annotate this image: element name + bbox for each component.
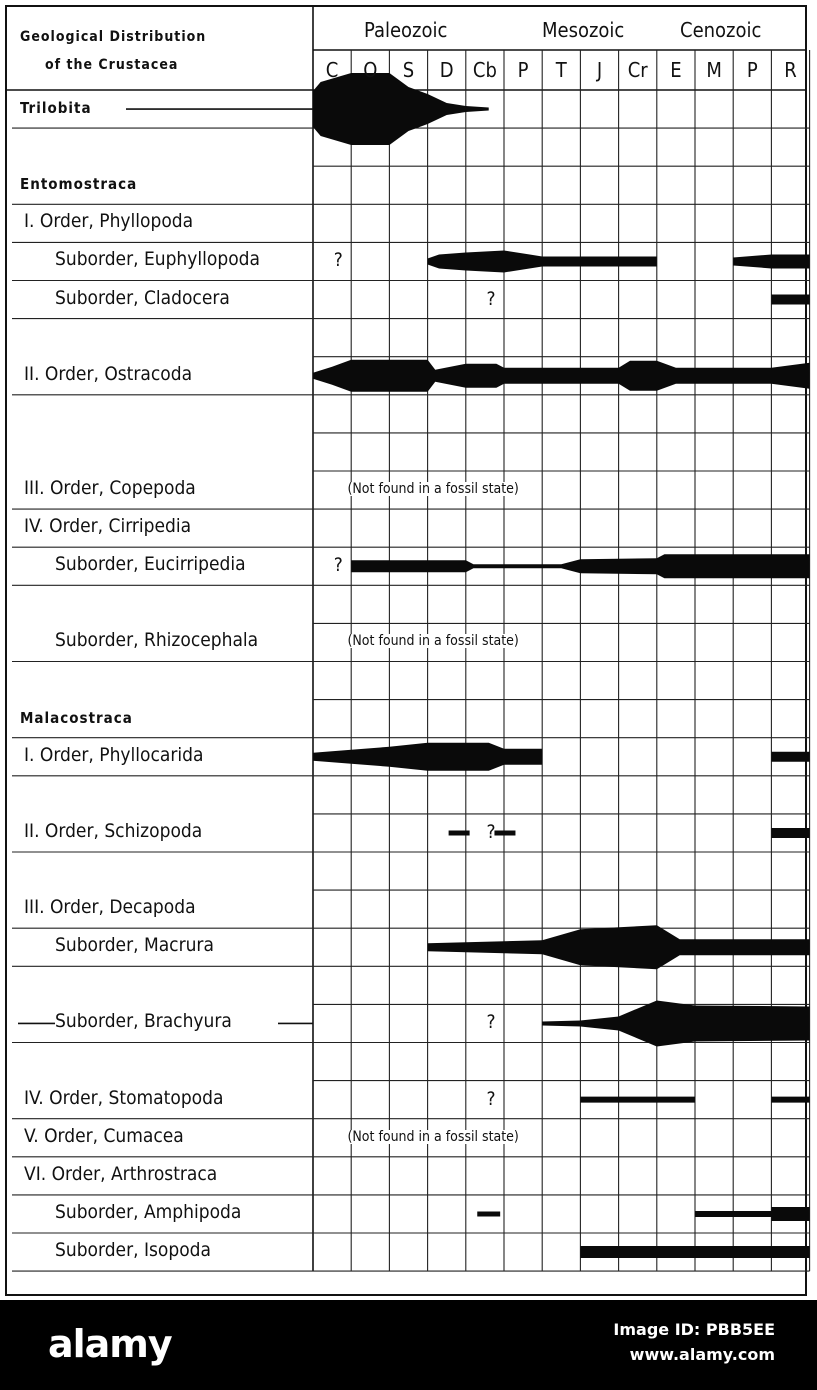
question-mark: ? <box>486 287 496 310</box>
row-label: Entomostraca <box>20 175 138 194</box>
row-label: Suborder, Rhizocephala <box>55 629 259 652</box>
period-label: P <box>517 58 529 82</box>
row-label: IV. Order, Stomatopoda <box>24 1086 224 1109</box>
period-label: Cr <box>627 58 648 82</box>
row-label: Trilobita <box>20 99 92 118</box>
row-label: Suborder, Isopoda <box>55 1239 211 1262</box>
range-bar <box>771 295 809 305</box>
range-bar <box>771 752 809 762</box>
footer-url: www.alamy.com <box>629 1345 775 1364</box>
row-label: Malacostraca <box>20 708 133 727</box>
row-label: V. Order, Cumacea <box>24 1124 184 1147</box>
row-label: VI. Order, Arthrostraca <box>24 1162 218 1185</box>
range-bar <box>542 1000 809 1046</box>
period-label: T <box>555 58 567 82</box>
era-cenozoic: Cenozoic <box>680 18 762 42</box>
range-bar <box>313 73 489 145</box>
period-label: D <box>439 58 454 82</box>
row-label: IV. Order, Cirripedia <box>24 515 192 538</box>
question-mark: ? <box>486 1087 496 1110</box>
not-fossil-note: (Not found in a fossil state) <box>347 633 519 650</box>
row-label: Suborder, Eucirripedia <box>55 553 246 576</box>
range-bar <box>313 360 810 392</box>
era-mesozoic: Mesozoic <box>542 18 625 42</box>
header-title-line1: Geological Distribution <box>20 29 207 45</box>
era-paleozoic: Paleozoic <box>364 18 448 42</box>
period-label: Cb <box>472 58 497 82</box>
row-label: Suborder, Macrura <box>55 934 214 957</box>
question-mark: ? <box>333 554 343 577</box>
row-label: Suborder, Brachyura <box>55 1010 232 1033</box>
question-mark: ? <box>486 1011 496 1034</box>
alamy-logo: alamy <box>48 1322 172 1366</box>
period-label: O <box>363 58 378 82</box>
range-bar <box>580 1246 809 1258</box>
range-bar <box>580 1097 695 1103</box>
range-bar <box>313 743 542 771</box>
header-title-line2: of the Crustacea <box>45 57 179 73</box>
row-label: Suborder, Amphipoda <box>55 1200 242 1223</box>
range-bar <box>428 925 810 969</box>
row-label: Suborder, Cladocera <box>55 286 230 309</box>
row-label: I. Order, Phyllopoda <box>24 210 194 233</box>
not-fossil-note: (Not found in a fossil state) <box>347 1128 519 1145</box>
period-label: J <box>596 58 603 82</box>
range-bar <box>733 254 809 268</box>
question-mark: ? <box>333 249 343 272</box>
range-bar <box>494 830 515 835</box>
period-label: C <box>325 58 339 82</box>
range-bar <box>449 830 470 835</box>
not-fossil-note: (Not found in a fossil state) <box>347 481 519 498</box>
watermark-footer <box>0 1300 817 1390</box>
period-label: P <box>746 58 758 82</box>
period-label: E <box>670 58 682 82</box>
period-label: R <box>784 58 797 82</box>
range-bar <box>695 1207 810 1221</box>
range-bar <box>771 828 809 838</box>
row-label: Suborder, Euphyllopoda <box>55 248 260 271</box>
row-label: III. Order, Copepoda <box>24 477 196 500</box>
period-label: S <box>402 58 415 82</box>
period-label: M <box>706 58 722 82</box>
row-label: II. Order, Ostracoda <box>24 362 193 385</box>
row-label: II. Order, Schizopoda <box>24 819 203 842</box>
row-label: III. Order, Decapoda <box>24 896 196 919</box>
row-label: I. Order, Phyllocarida <box>24 743 204 766</box>
image-id-text: Image ID: PBB5EE <box>613 1320 775 1339</box>
range-bar <box>771 1097 809 1103</box>
range-bar <box>477 1211 500 1216</box>
question-mark: ? <box>486 820 496 843</box>
